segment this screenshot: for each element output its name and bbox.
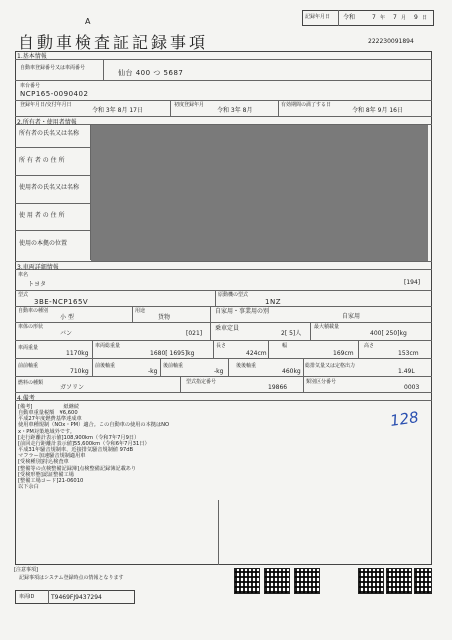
qr-code-icon [358, 568, 384, 594]
capacity-label: 乗車定員 [215, 325, 240, 332]
user-name-label: 使用者の氏名又は名称 [19, 184, 80, 191]
chassis-number-value: NCP165-0090402 [20, 90, 89, 98]
max-load-label: 最大積載量 [314, 324, 340, 330]
divider [132, 306, 133, 322]
remark-line: 平成31年騒音規制車、近接排気騒音規制値 97dB [18, 447, 134, 454]
remark-line: x・PM対策地域外です。 [18, 428, 75, 435]
record-date-day: 9 [414, 14, 418, 21]
divider [15, 306, 432, 307]
record-date-label: 記録年月日 [305, 14, 331, 20]
vehicle-weight-value: 1170kg [66, 350, 89, 357]
engine-label: 原動機の型式 [218, 292, 249, 298]
car-id-label: 車両ID [19, 594, 35, 600]
length-value: 424cm [246, 350, 267, 357]
remark-line: [前回走行距離計表示値]55,600km（令和6年7月31日） [18, 440, 150, 447]
divider [103, 60, 104, 80]
remark-line: [整備等の点検整備記録簿]点検整備記録簿記載あり [18, 465, 137, 472]
divider [15, 80, 432, 81]
gross-weight-value: 1680[ 1695]kg [150, 350, 195, 357]
fuel-type-label: 燃料の種類 [18, 380, 44, 386]
type-designation-label: 型式指定番号 [186, 379, 217, 385]
model-label: 型式 [18, 292, 29, 298]
remark-line: [備考] 紙継続 [18, 404, 80, 410]
record-date-month: 7 [393, 14, 397, 21]
rear-rear-axle-label: 後後軸重 [236, 363, 257, 369]
divider [228, 358, 229, 376]
divider [15, 322, 432, 323]
divider [92, 358, 93, 376]
divider [310, 322, 311, 340]
notice-label: [注意事項] [14, 567, 38, 573]
use-label: 用途 [135, 308, 146, 314]
divider [303, 376, 304, 392]
maker-value: トヨタ [28, 281, 47, 288]
first-registration-label: 初度登録年月 [174, 102, 205, 108]
divider [48, 590, 49, 604]
remark-line: 使用車種規制（NOx・PM）適合。この自動車の使用の本拠はNO [18, 422, 170, 429]
remark-line: [走行距離計表示値]108,900km（令和7年7月9日） [18, 434, 140, 441]
rear-front-axle-label: 後前軸重 [163, 363, 184, 369]
record-date-era: 令和 [343, 14, 356, 21]
body-shape-code: [021] [186, 330, 203, 337]
divider [338, 10, 339, 26]
registration-date-label: 登録年月日/交付年月日 [20, 102, 72, 108]
remark-line: 以下余白 [18, 484, 39, 491]
divider [210, 322, 211, 340]
rear-rear-axle-value: 460kg [282, 368, 301, 375]
divider [15, 100, 432, 101]
notice-text: 記録事項はシステム登録時点の情報となります [19, 575, 124, 581]
divider [215, 290, 216, 306]
remark-line: [整備工場コード]21-06010 [18, 477, 84, 484]
handwritten-number: 128 [388, 408, 420, 430]
section-owner-heading: 2.所有者・使用者情報 [15, 116, 432, 125]
document-number: 222230091894 [368, 38, 414, 45]
class-number-value: 0003 [404, 384, 420, 391]
registration-date-value: 令和 3年 8月 17日 [92, 107, 143, 114]
remark-line: [受検形態]認証整備工場 [18, 471, 74, 478]
divider [15, 376, 432, 377]
divider [15, 147, 90, 148]
class-number-label: 類別区分番号 [306, 379, 337, 385]
capacity-value: 2[ 5]人 [281, 330, 302, 337]
gross-weight-label: 車両総重量 [95, 343, 121, 349]
divider [210, 306, 211, 322]
private-business-label: 自家用・事業用の別 [215, 308, 270, 315]
front-front-axle-label: 前前軸重 [18, 363, 39, 369]
displacement-value: 1.49L [398, 368, 415, 375]
page-title: 自動車検査証記録事項 [18, 33, 209, 52]
owner-name-label: 所有者の氏名又は名称 [19, 130, 80, 137]
maker-code: [194] [404, 279, 421, 286]
vehicle-kind-value: 小 型 [60, 314, 74, 321]
divider [268, 340, 269, 358]
type-designation-value: 19866 [268, 384, 288, 391]
owner-address-label: 所 有 者 の 住 所 [19, 157, 65, 164]
divider [180, 376, 181, 392]
qr-code-icon [414, 568, 432, 594]
qr-code-icon [264, 568, 290, 594]
qr-code-icon [386, 568, 412, 594]
month-unit: 月 [401, 15, 407, 21]
qr-code-icon [234, 568, 260, 594]
divider [15, 230, 90, 231]
registration-number-value: 仙台 400 つ 5687 [118, 69, 184, 77]
height-value: 153cm [398, 350, 419, 357]
redacted-area [91, 125, 428, 261]
fuel-type-value: ガソリン [60, 384, 85, 391]
year-unit: 年 [380, 15, 386, 21]
chassis-number-label: 車台番号 [20, 83, 41, 89]
front-front-axle-value: 710kg [70, 368, 89, 375]
displacement-label: 総排気量又は定格出力 [305, 363, 356, 369]
divider [303, 358, 304, 376]
expiry-value: 令和 8年 9月 16日 [352, 107, 403, 114]
remark-line: 平成27年度燃費基準達成車 [18, 416, 82, 423]
private-business-value: 自家用 [342, 313, 361, 320]
width-label: 幅 [282, 343, 288, 349]
divider [213, 340, 214, 358]
day-unit: 日 [422, 15, 428, 21]
front-rear-axle-value: -kg [148, 368, 158, 375]
engine-value: 1NZ [265, 298, 281, 306]
width-value: 169cm [333, 350, 354, 357]
divider [160, 358, 161, 376]
section-basic-heading: 1.基本情報 [15, 51, 432, 60]
divider [15, 175, 90, 176]
section-remarks-heading: 4.備考 [15, 392, 432, 401]
vehicle-kind-label: 自動車の種別 [18, 308, 49, 314]
vehicle-weight-label: 車両重量 [18, 345, 39, 351]
max-load-value: 400[ 250]kg [370, 330, 407, 337]
car-id-value: T9469FJ9437294 [51, 594, 102, 601]
remark-line: 自動車重量税額 ¥6,600 [18, 410, 78, 417]
divider [170, 100, 171, 116]
form-letter: A [85, 17, 91, 26]
divider [15, 290, 432, 291]
divider [218, 500, 219, 565]
section-vehicle-heading: 3.車両詳細情報 [15, 261, 432, 270]
qr-code-icon [294, 568, 320, 594]
divider [92, 340, 93, 358]
divider [15, 358, 432, 359]
record-date-year: 7 [372, 14, 376, 21]
remarks-block [18, 404, 169, 490]
first-registration-value: 令和 3年 8月 [217, 107, 253, 114]
rear-front-axle-value: -kg [214, 368, 224, 375]
expiry-label: 有効期間の満了する日 [281, 102, 332, 108]
maker-label: 車名 [18, 272, 29, 278]
remark-line: マフラー加速騒音規制適用車 [18, 453, 86, 460]
length-label: 長さ [216, 343, 227, 349]
divider [15, 203, 90, 204]
user-address-label: 使 用 者 の 住 所 [19, 212, 65, 219]
body-shape-value: バン [60, 330, 73, 337]
remark-line: [受検種別]持込検査車 [18, 459, 69, 466]
base-location-label: 使用の本拠の位置 [19, 240, 68, 247]
body-shape-label: 車体の形状 [18, 324, 44, 330]
divider [278, 100, 279, 116]
use-value: 貨物 [158, 314, 171, 321]
front-rear-axle-label: 前後軸重 [95, 363, 116, 369]
divider [358, 340, 359, 358]
height-label: 高さ [364, 343, 375, 349]
registration-number-label: 自動車登録番号又は車両番号 [20, 65, 86, 71]
model-value: 3BE-NCP165V [34, 298, 89, 306]
divider [15, 340, 432, 341]
